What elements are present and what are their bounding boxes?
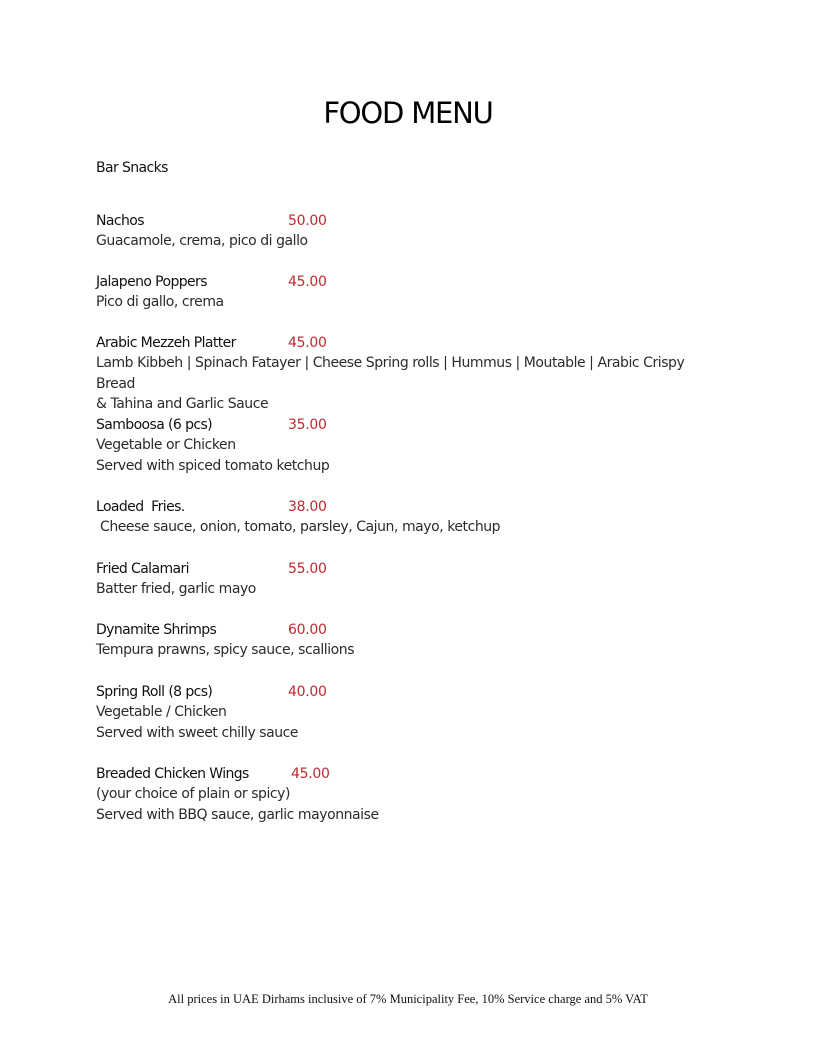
menu-item: [96, 497, 726, 538]
item-price: 38.00: [288, 499, 327, 515]
page-title: FOOD MENU: [323, 96, 493, 130]
menu-item: [96, 415, 726, 476]
item-description: Served with spiced tomato ketchup: [96, 457, 330, 474]
item-name: Arabic Mezzeh Platter: [96, 335, 236, 351]
item-description: & Tahina and Garlic Sauce: [96, 396, 269, 412]
item-name: Fried Calamari: [96, 561, 189, 577]
item-price: 45.00: [288, 274, 327, 290]
item-price: 60.00: [288, 622, 327, 638]
item-description: Vegetable / Chicken: [96, 704, 227, 720]
item-description: (your choice of plain or spicy): [96, 786, 291, 802]
item-name: Loaded Fries.: [96, 499, 185, 515]
item-description: Guacamole, crema, pico di gallo: [96, 233, 308, 249]
item-price: 50.00: [288, 213, 327, 229]
item-price: 45.00: [288, 335, 327, 351]
item-price: 55.00: [288, 561, 327, 577]
menu-item: [96, 559, 726, 600]
item-price: 40.00: [288, 684, 327, 700]
menu-item: [96, 764, 726, 825]
menu-item: [96, 333, 726, 415]
item-name: Breaded Chicken Wings: [96, 766, 249, 782]
menu-item: [96, 682, 726, 743]
menu-item: [96, 272, 726, 313]
item-name: Dynamite Shrimps: [96, 622, 217, 638]
item-name: Samboosa (6 pcs): [96, 417, 213, 433]
item-name: Jalapeno Poppers: [96, 274, 207, 290]
price-footnote: All prices in UAE Dirhams inclusive of 7% Municipality Fee, 10% Service charge and 5% VAT: [168, 992, 648, 1006]
item-price: 45.00: [291, 766, 330, 782]
item-name: Nachos: [96, 213, 144, 229]
item-name: Spring Roll (8 pcs): [96, 684, 213, 700]
item-price: 35.00: [288, 417, 327, 433]
item-description: Tempura prawns, spicy sauce, scallions: [96, 642, 355, 658]
item-description: Batter fried, garlic mayo: [96, 581, 256, 597]
item-description: Cheese sauce, onion, tomato, parsley, Cajun, mayo, ketchup: [96, 519, 501, 535]
section-heading: Bar Snacks: [96, 160, 168, 176]
menu-item: [96, 211, 726, 252]
menu-item: [96, 620, 726, 661]
item-description: Served with sweet chilly sauce: [96, 724, 299, 741]
item-description: Vegetable or Chicken: [96, 437, 236, 453]
item-description: Lamb Kibbeh | Spinach Fatayer | Cheese Spring rolls | Hummus | Moutable | Arabic Crispy Bread: [96, 355, 689, 392]
item-description: Pico di gallo, crema: [96, 294, 224, 310]
item-description: Served with BBQ sauce, garlic mayonnaise: [96, 806, 379, 823]
